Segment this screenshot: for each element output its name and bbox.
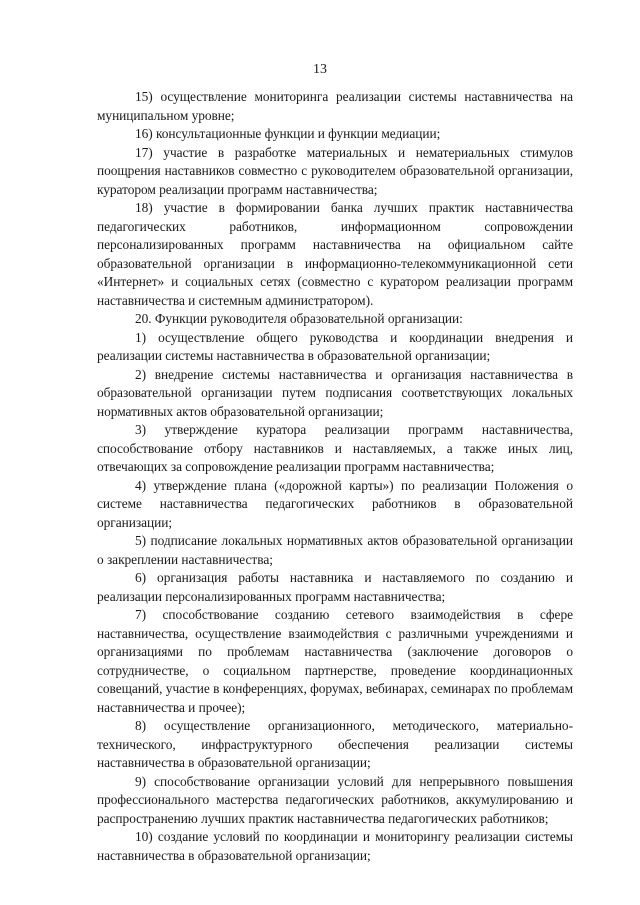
paragraph-item-17: 17) участие в разработке материальных и нематериальных стимулов поощрения наставников совместно с руководителем образовательной организации, куратором реализации программ наставничества;	[97, 144, 573, 197]
paragraph-item-6: 6) организация работы наставника и наставляемого по созданию и реализации персонализированных программ наставничества;	[97, 570, 573, 604]
document-body	[97, 88, 573, 865]
section-heading-20: 20. Функции руководителя образовательной организации:	[135, 311, 463, 326]
paragraph-item-7: 7) способствование созданию сетевого взаимодействия в сфере наставничества, осуществление взаимодействия с различными учреждениями и организациями по проблемам наставничества (заключение договоров о сотрудничестве, о социальном партнерстве, проведение координационных совещаний, участие в конференциях, форумах, вебинарах, семинарах по проблемам наставничества и прочее);	[97, 607, 573, 715]
paragraph-item-10: 10) создание условий по координации и мониторингу реализации системы наставничества в образовательной организации;	[97, 829, 573, 863]
paragraph-item-16: 16) консультационные функции и функции медиации;	[135, 126, 441, 141]
paragraph-item-3: 3) утверждение куратора реализации программ наставничества, способствование отбору наставников и наставляемых, а также иных лиц, отвечающих за сопровождение реализации программ наставничества;	[97, 422, 573, 474]
page-number: 13	[313, 62, 327, 77]
paragraph-item-1: 1) осуществление общего руководства и координации внедрения и реализации системы наставничества в образовательной организации;	[97, 329, 573, 363]
paragraph-item-15: 15) осуществление мониторинга реализации системы наставничества на муниципальном уровне;	[97, 89, 573, 123]
paragraph-item-2: 2) внедрение системы наставничества и организация наставничества в образовательной организации путем подписания соответствующих локальных нормативных актов образовательной организации;	[97, 366, 573, 419]
paragraph-item-5: 5) подписание локальных нормативных актов образовательной организации о закреплении наставничества;	[97, 533, 573, 567]
paragraph-item-18: 18) участие в формировании банка лучших практик наставничества педагогических работников, информационном сопровождении персонализированных программ наставничества на официальном сайте образовательной организации в информационно-телекоммуникационной сети «Интернет» и социальных сетях (совместно с куратором реализации программ наставничества и системным администратором).	[97, 200, 573, 308]
paragraph-item-4: 4) утверждение плана («дорожной карты») по реализации Положения о системе наставничества педагогических работников в образовательной организации;	[97, 477, 573, 530]
paragraph-item-9: 9) способствование организации условий для непрерывного повышения профессионального мастерства педагогических работников, аккумулированию и распространению лучших практик наставничества педагогических работников;	[97, 773, 573, 826]
paragraph-item-8: 8) осуществление организационного, методического, материально-технического, инфраструктурного обеспечения реализации системы наставничества в образовательной организации;	[97, 718, 573, 770]
